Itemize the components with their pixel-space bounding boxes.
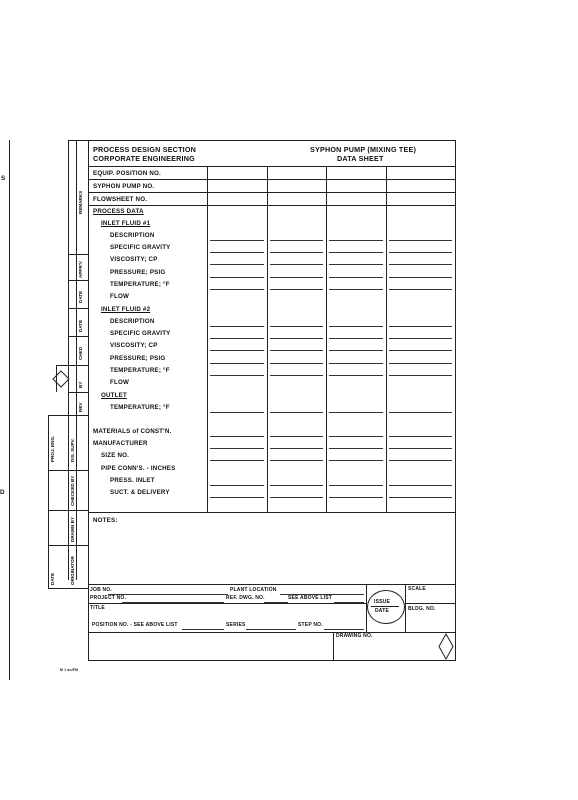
side-rev-top (56, 365, 68, 366)
title-block-div-scale (405, 584, 406, 632)
entry-field-line (389, 338, 452, 339)
row-label-temperature-outlet: TEMPERATURE; °F (110, 404, 170, 411)
entry-field-line (270, 497, 323, 498)
entry-field-line (329, 277, 383, 278)
step-no-line (324, 629, 364, 630)
entry-field-line (329, 363, 383, 364)
left-sheet-fragment (0, 140, 10, 680)
entry-field-line (389, 436, 452, 437)
step-no-label: STEP NO. (298, 622, 323, 628)
entry-field-line (210, 252, 264, 253)
entry-field-line (270, 485, 323, 486)
table-col-divider-4 (386, 166, 387, 512)
side-strip-div-8 (48, 470, 88, 471)
entry-field-line (329, 264, 383, 265)
entry-field-line (389, 448, 452, 449)
entry-field-line (210, 375, 264, 376)
row-label-size-no: SIZE NO. (101, 452, 130, 459)
entry-field-line (210, 289, 264, 290)
entry-field-line (329, 412, 383, 413)
title-block-line-1 (88, 603, 366, 604)
entry-field-line (329, 497, 383, 498)
side-strip-div-2 (68, 280, 88, 281)
row-label-specific-gravity-2: SPECIFIC GRAVITY (110, 330, 171, 337)
header-left-line2: CORPORATE ENGINEERING (93, 154, 195, 163)
entry-field-line (389, 277, 452, 278)
title-block-line-2 (88, 632, 455, 633)
entry-field-line (210, 240, 264, 241)
job-no-label: JOB NO. (90, 587, 112, 593)
title-block-div-drawing (333, 632, 334, 660)
ref-dwg-no-line (264, 602, 288, 603)
entry-field-line (329, 326, 383, 327)
side-strip-div-5 (68, 365, 88, 366)
entry-field-line (210, 350, 264, 351)
form-code: M 1 an/FM (60, 668, 79, 672)
table-bottom-line (88, 512, 455, 513)
row-label-inlet-fluid-2: INLET FLUID #2 (101, 306, 151, 313)
side-label-proj-eng: PROJ. ENG. (50, 435, 55, 462)
drawing-diamond-icon (438, 633, 454, 660)
table-col-divider-1 (207, 166, 208, 512)
row-label-pressure-1: PRESSURE; PSIG (110, 269, 166, 276)
title-block-scale-line (405, 603, 455, 604)
sheet-left-border (88, 140, 89, 660)
side-strip-div-4 (68, 336, 88, 337)
entry-field-line (389, 326, 452, 327)
entry-field-line (270, 338, 323, 339)
position-no-line (182, 629, 224, 630)
row-label-flow-2: FLOW (110, 379, 130, 386)
side-strip-edge-a (68, 140, 69, 580)
entry-field-line (270, 375, 323, 376)
entry-field-line (210, 326, 264, 327)
entry-field-line (329, 485, 383, 486)
header-left-line1: PROCESS DESIGN SECTION (93, 145, 197, 154)
side-strip-div-9 (48, 510, 88, 511)
entry-field-line (270, 460, 323, 461)
side-label-originator: ORIGINATOR (70, 556, 75, 585)
notes-label: NOTES: (93, 517, 118, 524)
entry-field-line (210, 436, 264, 437)
entry-field-line (270, 240, 323, 241)
side-strip-outer (48, 415, 49, 588)
entry-field-line (329, 448, 383, 449)
row-label-viscosity-2: VISCOSITY; CP (110, 342, 158, 349)
issue-label: ISSUE (374, 599, 391, 605)
row-label-inlet-fluid-1: INLET FLUID #1 (101, 220, 151, 227)
entry-field-line (270, 326, 323, 327)
entry-field-line (329, 240, 383, 241)
side-label-rev: REV (78, 402, 83, 412)
sheet-right-border (455, 140, 456, 660)
entry-field-line (389, 289, 452, 290)
entry-field-line (270, 350, 323, 351)
series-line (246, 629, 296, 630)
entry-field-line (389, 412, 452, 413)
side-label-remarks: REMARKS (78, 190, 83, 214)
side-strip-div-1 (68, 254, 88, 255)
entry-field-line (270, 448, 323, 449)
entry-field-line (329, 289, 383, 290)
side-strip-top (68, 140, 88, 141)
side-label-date-2: DATE (78, 319, 83, 332)
table-row-line-1 (88, 179, 455, 180)
entry-field-line (270, 289, 323, 290)
row-label-flow-1: FLOW (110, 293, 130, 300)
title-block-top (88, 584, 455, 585)
entry-field-line (389, 240, 452, 241)
side-label-drawn-by: DRAWN BY (70, 516, 75, 542)
left-sheet-s: S (1, 175, 6, 182)
row-label-viscosity-1: VISCOSITY; CP (110, 256, 158, 263)
entry-field-line (270, 412, 323, 413)
left-sheet-edge (9, 140, 10, 680)
drawing-no-label: DRAWING NO. (336, 633, 373, 639)
entry-field-line (329, 375, 383, 376)
job-no-line (108, 594, 228, 595)
entry-field-line (389, 497, 452, 498)
issue-date-circle (367, 590, 405, 624)
table-col-divider-3 (326, 166, 327, 512)
side-strip-div-3 (68, 308, 88, 309)
entry-field-line (389, 460, 452, 461)
project-no-label: PROJECT NO. (90, 595, 127, 601)
row-label-syphon-pump-no: SYPHON PUMP NO. (93, 183, 155, 190)
series-label: SERIES (226, 622, 246, 628)
side-label-dis-supv: DIS. SUPV. (70, 438, 75, 462)
side-label-by: BY (78, 381, 83, 388)
revision-diamond-icon (52, 370, 70, 388)
entry-field-line (389, 264, 452, 265)
row-label-suct-delivery: SUCT. & DELIVERY (110, 489, 170, 496)
sheet-top-border (88, 140, 455, 141)
side-label-checked-by: CHECKED BY (70, 475, 75, 506)
entry-field-line (270, 264, 323, 265)
entry-field-line (210, 448, 264, 449)
row-label-temperature-2: TEMPERATURE; °F (110, 367, 170, 374)
entry-field-line (210, 338, 264, 339)
project-no-line (122, 602, 224, 603)
entry-field-line (210, 460, 264, 461)
side-strip-bottom (48, 588, 88, 589)
entry-field-line (389, 363, 452, 364)
scale-label: SCALE (408, 586, 426, 592)
row-label-materials: MATERIALS of CONST'N. (93, 428, 172, 435)
entry-field-line (270, 277, 323, 278)
row-label-press-inlet: PRESS. INLET (110, 477, 155, 484)
title-label: TITLE (90, 605, 105, 611)
entry-field-line (210, 277, 264, 278)
row-label-temperature-1: TEMPERATURE; °F (110, 281, 170, 288)
row-label-process-data: PROCESS DATA (93, 208, 144, 215)
row-label-equip-position-no: EQUIP. POSITION NO. (93, 170, 161, 177)
sheet-bottom-border (88, 660, 456, 661)
side-strip-div-7 (48, 415, 88, 416)
entry-field-line (210, 363, 264, 364)
row-label-specific-gravity-1: SPECIFIC GRAVITY (110, 244, 171, 251)
issue-date-label: DATE (375, 608, 390, 614)
row-label-outlet: OUTLET (101, 392, 127, 399)
left-sheet-d: D (0, 489, 5, 496)
entry-field-line (270, 252, 323, 253)
entry-field-line (329, 338, 383, 339)
see-above-list-label: SEE ABOVE LIST (288, 595, 333, 601)
row-label-flowsheet-no: FLOWSHEET NO. (93, 196, 148, 203)
position-no-label: POSITION NO. - SEE ABOVE LIST (92, 622, 178, 628)
header-right-line2: DATA SHEET (337, 154, 384, 163)
entry-field-line (389, 350, 452, 351)
side-label-approv: APPR'V (78, 261, 83, 278)
side-strip-div-10 (48, 545, 88, 546)
entry-field-line (210, 264, 264, 265)
entry-field-line (210, 497, 264, 498)
entry-field-line (329, 252, 383, 253)
side-label-date-1: DATE (78, 290, 83, 303)
row-label-manufacturer: MANUFACTURER (93, 440, 148, 447)
ref-dwg-no-label: REF. DWG. NO. (226, 595, 265, 601)
entry-field-line (329, 350, 383, 351)
bldg-no-label: BLDG. NO. (408, 606, 436, 612)
entry-field-line (210, 412, 264, 413)
entry-field-line (389, 375, 452, 376)
side-label-chkd: CHKD (78, 346, 83, 360)
side-strip-edge-b (76, 140, 77, 580)
entry-field-line (389, 252, 452, 253)
side-strip-div-6 (68, 392, 88, 393)
table-row-line-3 (88, 205, 455, 206)
entry-field-line (210, 485, 264, 486)
entry-field-line (270, 436, 323, 437)
row-label-pressure-2: PRESSURE; PSIG (110, 355, 166, 362)
entry-field-line (270, 363, 323, 364)
issue-date-divider (371, 606, 399, 607)
row-label-description-2: DESCRIPTION (110, 318, 155, 325)
header-right-line1: SYPHON PUMP (MIXING TEE) (310, 145, 417, 154)
entry-field-line (389, 485, 452, 486)
row-label-pipe-conns: PIPE CONN'S. - INCHES (101, 465, 176, 472)
plant-location-label: PLANT LOCATION (230, 587, 277, 593)
row-label-description-1: DESCRIPTION (110, 232, 155, 239)
see-above-list-line (334, 602, 364, 603)
entry-field-line (329, 460, 383, 461)
header-bottom-line (88, 166, 455, 167)
table-row-line-2 (88, 192, 455, 193)
side-label-date-3: DATE (50, 572, 55, 585)
entry-field-line (329, 436, 383, 437)
table-col-divider-2 (267, 166, 268, 512)
